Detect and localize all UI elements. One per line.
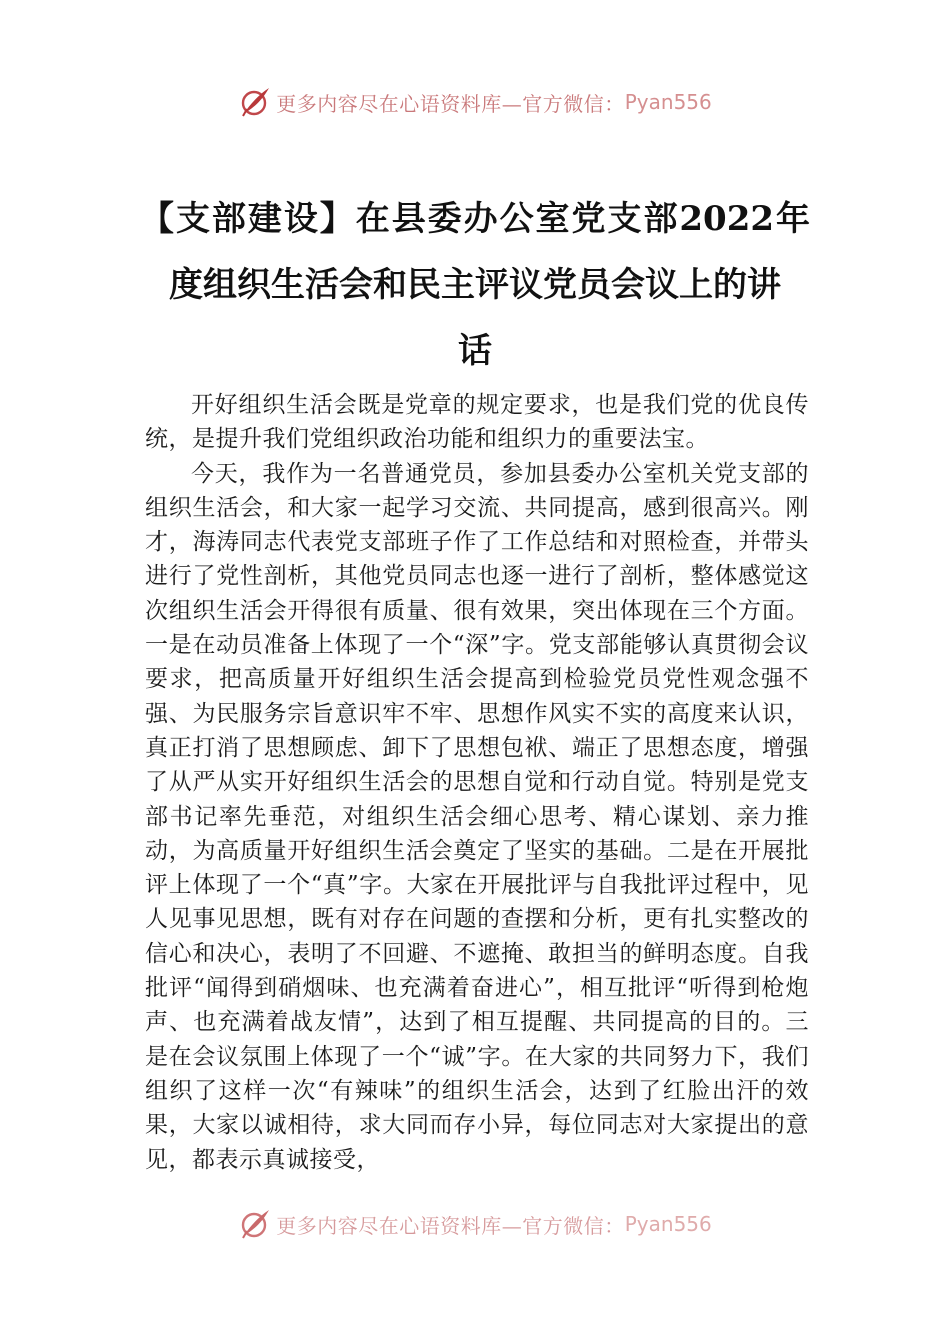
- title-line-1: 【支部建设】在县委办公室党支部2022年度组织生活会和民主评议党员会议上的讲: [140, 199, 810, 305]
- watermark-banner-bottom: [0, 1204, 950, 1244]
- title-line-2: 话: [458, 331, 492, 371]
- document-body: [145, 388, 809, 1177]
- paragraph-1: 开好组织生活会既是党章的规定要求，也是我们党的优良传统，是提升我们党组织政治功能和组织力的重要法宝。: [145, 392, 809, 453]
- quill-logo-icon: [238, 85, 272, 119]
- watermark-text: 更多内容尽在心语资料库—官方微信：: [276, 1213, 625, 1238]
- paragraph-2: 今天，我作为一名普通党员，参加县委办公室机关党支部的组织生活会，和大家一起学习交流、共同提高，感到很高兴。刚才，海涛同志代表党支部班子作了工作总结和对照检查，并带头进行了党性剖析，其他党员同志也逐一进行了剖析，整体感觉这次组织生活会开得很有质量、很有效果，突出体现在三个方面。一是在动员准备上体现了一个“深”字。党支部能够认真贯彻会议要求，把高质量开好组织生活会提高到检验党员党性观念强不强、为民服务宗旨意识牢不牢、思想作风实不实的高度来认识，真正打消了思想顾虑、卸下了思想包袱、端正了思想态度，增强了从严从实开好组织生活会的思想自觉和行动自觉。特别是党支部书记率先垂范，对组织生活会细心思考、精心谋划、亲力推动，为高质量开好组织生活会奠定了坚实的基础。二是在开展批评上体现了一个“真”字。大家在开展批评与自我批评过程中，见人见事见思想，既有对存在问题的查摆和分析，更有扎实整改的信心和决心，表明了不回避、不遮掩、敢担当的鲜明态度。自我批评“闻得到硝烟味、也充满着奋进心”，相互批评“听得到枪炮声、也充满着战友情”，达到了相互提醒、共同提高的目的。三是在会议氛围上体现了一个“诚”字。在大家的共同努力下，我们组织了这样一次“有辣味”的组织生活会，达到了红脸出汗的效果，大家以诚相待，求大同而存小异，每位同志对大家提出的意见，都表示真诚接受，: [145, 460, 809, 1173]
- watermark-banner-top: [0, 82, 950, 122]
- quill-logo-icon: [238, 1207, 272, 1241]
- watermark-wechat-id: Pyan556: [624, 1212, 712, 1236]
- watermark-text: 更多内容尽在心语资料库—官方微信：: [276, 91, 625, 116]
- watermark-wechat-id: Pyan556: [624, 90, 712, 114]
- document-title: [140, 186, 810, 384]
